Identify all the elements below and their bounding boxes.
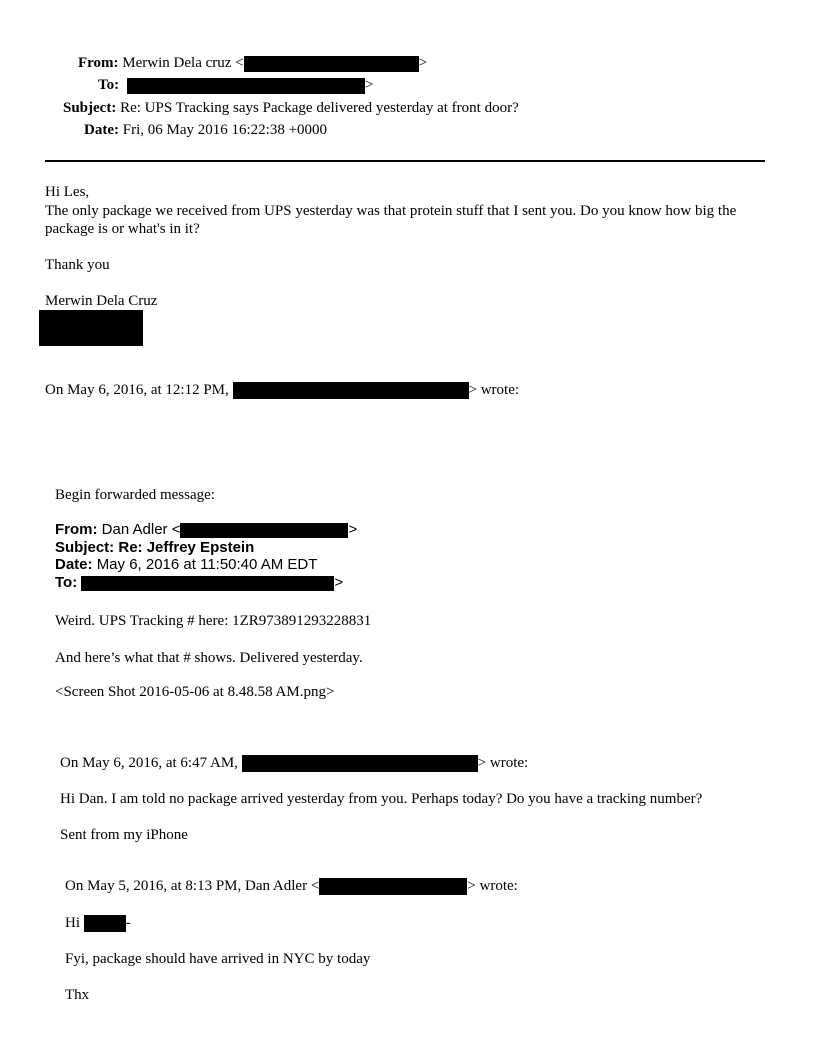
quote3-line2: Thx bbox=[65, 987, 90, 1003]
redacted-signature-block bbox=[39, 310, 143, 346]
quote3-line bbox=[65, 877, 518, 895]
to-label: To: bbox=[98, 77, 120, 93]
gt-glyph: > bbox=[418, 55, 428, 71]
header-subject bbox=[63, 99, 519, 117]
date-label: Date: bbox=[84, 122, 119, 138]
redacted-email bbox=[81, 576, 334, 591]
signature: Merwin Dela Cruz bbox=[45, 293, 158, 309]
lt-glyph: < bbox=[310, 878, 320, 894]
gt-glyph: > bbox=[468, 382, 477, 398]
redacted-email bbox=[319, 878, 467, 895]
redacted-name bbox=[84, 915, 126, 932]
forward-line2: And here’s what that # shows. Delivered yesterday. bbox=[55, 650, 363, 666]
subject-text: Re: UPS Tracking says Package delivered yesterday at front door? bbox=[120, 100, 519, 116]
header-divider bbox=[45, 160, 765, 162]
quote2-line2: Sent from my iPhone bbox=[60, 827, 188, 843]
attachment-name: <Screen Shot 2016-05-06 at 8.48.58 AM.png> bbox=[55, 684, 335, 700]
lt-glyph: < bbox=[171, 521, 181, 538]
quote2-intro: On May 6, 2016, at 6:47 AM, bbox=[60, 755, 238, 771]
gt-glyph: > bbox=[477, 755, 487, 771]
fwd-from-name: Dan Adler bbox=[101, 521, 168, 538]
forward-to bbox=[55, 574, 343, 591]
fwd-subject-label: Subject: bbox=[55, 539, 115, 556]
date-text: Fri, 06 May 2016 16:22:38 +0000 bbox=[122, 122, 328, 138]
forward-from bbox=[55, 521, 357, 538]
begin-forwarded: Begin forwarded message: bbox=[55, 487, 215, 503]
quote2-line1: Hi Dan. I am told no package arrived yesterday from you. Perhaps today? Do you have a tracking number? bbox=[60, 791, 703, 807]
forward-line1: Weird. UPS Tracking # here: 1ZR973891293228831 bbox=[55, 613, 372, 629]
gt-glyph: > bbox=[467, 878, 476, 894]
redacted-email bbox=[242, 755, 478, 772]
header-to bbox=[98, 76, 373, 94]
quote3-dash: - bbox=[125, 915, 131, 931]
gt-glyph: > bbox=[348, 521, 358, 538]
body-paragraph: The only package we received from UPS yesterday was that protein stuff that I sent you. Do you know how big the package is or what's in it? bbox=[45, 203, 737, 237]
quote3-hi-line bbox=[65, 914, 131, 932]
header-from bbox=[78, 54, 427, 72]
quote1-line bbox=[45, 381, 519, 399]
header-date bbox=[84, 121, 327, 139]
quote3-line1: Fyi, package should have arrived in NYC by today bbox=[65, 951, 371, 967]
subject-label: Subject: bbox=[63, 100, 117, 116]
fwd-to-label: To: bbox=[55, 574, 78, 591]
fwd-from-label: From: bbox=[55, 521, 98, 538]
quote2-wrote: wrote: bbox=[489, 755, 529, 771]
gt-glyph: > bbox=[334, 574, 344, 591]
forward-subject bbox=[55, 539, 254, 556]
forward-date bbox=[55, 556, 317, 573]
quote3-hi: Hi bbox=[65, 915, 80, 931]
greeting: Hi Les, bbox=[45, 184, 90, 200]
lt-glyph: < bbox=[235, 55, 244, 71]
quote1-wrote: wrote: bbox=[480, 382, 520, 398]
redacted-email bbox=[127, 78, 365, 94]
redacted-email bbox=[244, 56, 419, 72]
redacted-email bbox=[233, 382, 469, 399]
from-label: From: bbox=[78, 55, 119, 71]
quote2-line bbox=[60, 754, 528, 772]
fwd-subject-text: Re: Jeffrey Epstein bbox=[118, 539, 255, 556]
fwd-date-text: May 6, 2016 at 11:50:40 AM EDT bbox=[96, 556, 318, 573]
from-name: Merwin Dela cruz bbox=[122, 55, 232, 71]
quote1-intro: On May 6, 2016, at 12:12 PM, bbox=[45, 382, 229, 398]
gt-glyph: > bbox=[364, 77, 374, 93]
thanks: Thank you bbox=[45, 257, 110, 273]
quote3-intro: On May 5, 2016, at 8:13 PM, Dan Adler bbox=[65, 878, 308, 894]
redacted-email bbox=[180, 523, 348, 538]
fwd-date-label: Date: bbox=[55, 556, 93, 573]
quote3-wrote: wrote: bbox=[479, 878, 518, 894]
